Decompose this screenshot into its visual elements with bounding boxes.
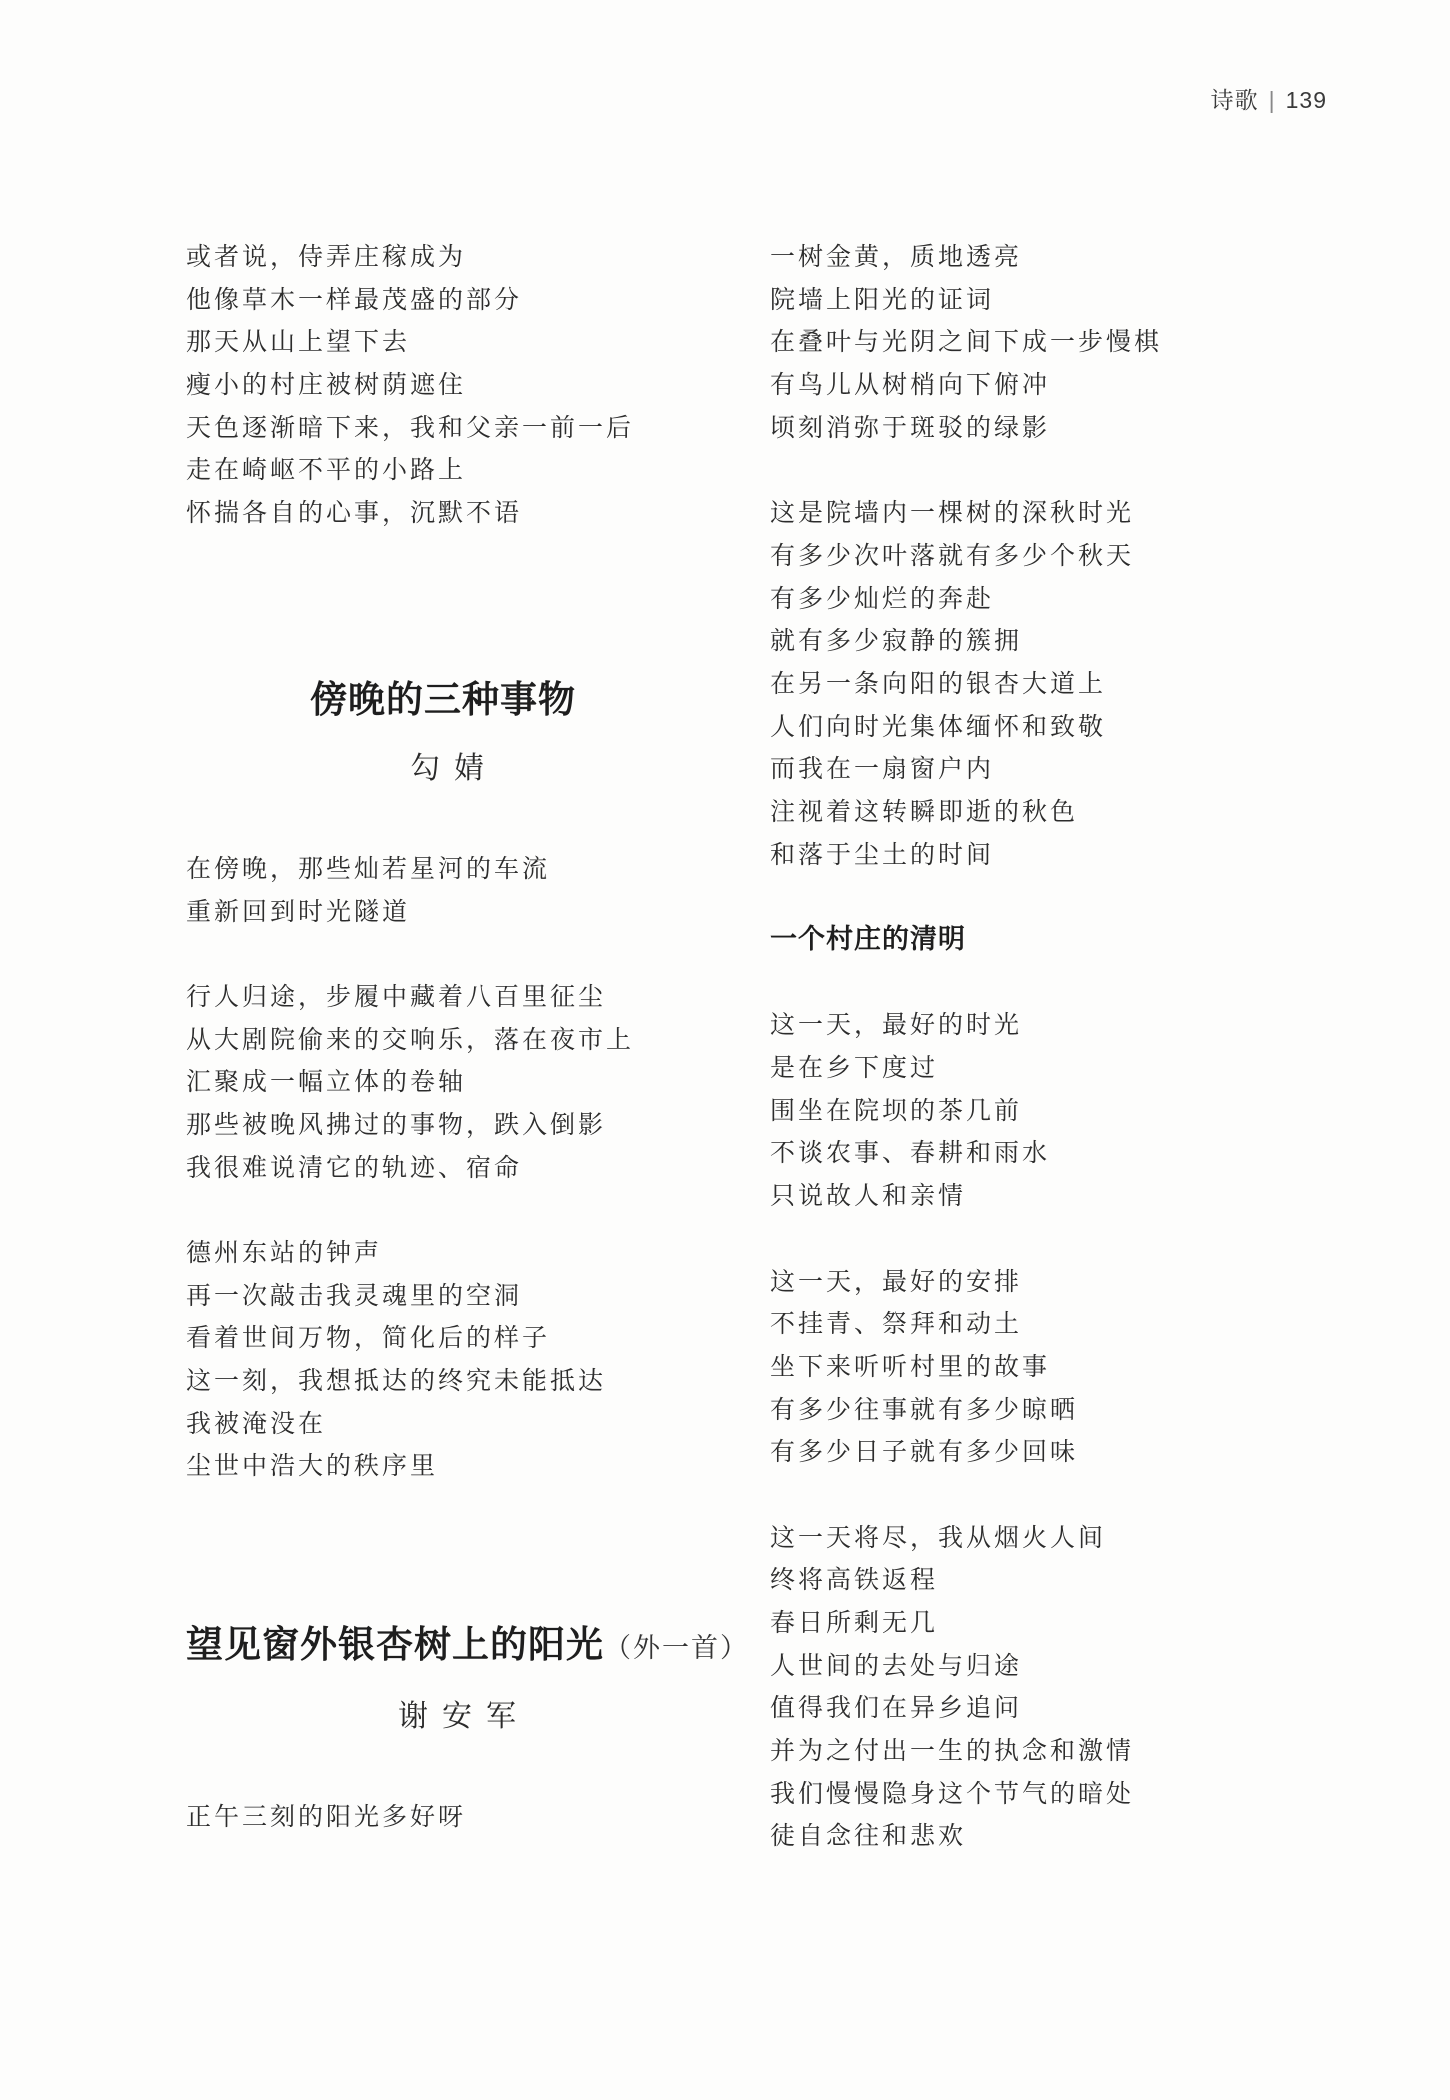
poem-line: 那天从山上望下去 <box>186 327 411 357</box>
continued-poem-stanza <box>186 236 746 535</box>
poem-line: 或者说，侍弄庄稼成为 <box>186 242 467 271</box>
poem-line: 他像草木一样最茂盛的部分 <box>186 284 523 314</box>
poem-line: 这是院墙内一棵树的深秋时光 <box>770 498 1135 528</box>
poem-line: 春日所剩无几 <box>770 1608 939 1637</box>
poem-line: 值得我们在异乡追问 <box>770 1693 1023 1723</box>
poem-line: 瘦小的村庄被树荫遮住 <box>186 370 467 400</box>
poem-stanza <box>186 848 746 933</box>
poem-line: 尘世中浩大的秩序里 <box>186 1451 439 1481</box>
poem-line: 这一天，最好的时光 <box>770 1010 1023 1040</box>
poem-line: 有多少日子就有多少回味 <box>770 1437 1079 1467</box>
poem-line: 顷刻消弥于斑驳的绿影 <box>770 412 1051 442</box>
poem-line: 行人归途，步履中藏着八百里征尘 <box>186 981 607 1011</box>
poem-line: 这一刻，我想抵达的终究未能抵达 <box>186 1366 607 1396</box>
poem-line: 德州东站的钟声 <box>186 1238 383 1267</box>
poem-line: 不谈农事、春耕和雨水 <box>770 1138 1051 1168</box>
poem-line: 围坐在院坝的茶几前 <box>770 1095 1023 1125</box>
poem-line: 我很难说清它的轨迹、宿命 <box>186 1152 523 1182</box>
poem-line: 有鸟儿从树梢向下俯冲 <box>770 370 1051 400</box>
poem-stanza <box>186 976 746 1189</box>
poem-author: 勾婧 <box>410 750 498 786</box>
poem-stanza <box>186 1232 746 1488</box>
poem-title-note: （外一首） <box>604 1633 749 1665</box>
section-name: 诗歌 <box>1210 87 1259 113</box>
poem-title: 傍晚的三种事物 <box>310 676 576 721</box>
poem-line: 人世间的去处与归途 <box>770 1650 1023 1680</box>
poem-title <box>186 1612 749 1676</box>
poem-line: 在叠叶与光阴之间下成一步慢棋 <box>770 327 1163 357</box>
poem-line: 这一天将尽，我从烟火人间 <box>770 1522 1107 1552</box>
poem-line: 一树金黄，质地透亮 <box>770 242 1023 271</box>
header-separator: | <box>1268 87 1276 113</box>
poem-stanza <box>770 236 1290 449</box>
poem-line: 有多少次叶落就有多少个秋天 <box>770 540 1135 570</box>
poem-line: 就有多少寂静的簇拥 <box>770 626 1023 656</box>
poem-line: 在另一条向阳的银杏大道上 <box>770 668 1107 698</box>
poem-line: 而我在一扇窗户内 <box>770 754 995 784</box>
poem-title-text: 望见窗外银杏树上的阳光 <box>186 1622 604 1667</box>
poem-stanza <box>770 1261 1290 1474</box>
left-column <box>186 236 749 1839</box>
page-number: 139 <box>1285 87 1327 113</box>
poem-line: 和落于尘土的时间 <box>770 839 995 869</box>
poem-line: 天色逐渐暗下来，我和父亲一前一后 <box>186 412 635 442</box>
poem-line: 只说故人和亲情 <box>770 1181 967 1211</box>
poem-line: 看着世间万物，简化后的样子 <box>186 1323 551 1353</box>
right-column <box>770 236 1290 1858</box>
poem-author: 谢安军 <box>398 1699 530 1735</box>
poem-line: 走在崎岖不平的小路上 <box>186 455 467 485</box>
poem-line: 那些被晚风拂过的事物，跌入倒影 <box>186 1109 607 1139</box>
poem-line: 有多少往事就有多少晾晒 <box>770 1394 1079 1424</box>
poem-line: 从大剧院偷来的交响乐，落在夜市上 <box>186 1024 635 1054</box>
poem-title: 一个村庄的清明 <box>770 924 966 955</box>
poem-line: 汇聚成一幅立体的卷轴 <box>186 1067 467 1097</box>
poem-stanza <box>770 492 1290 876</box>
poem-line: 重新回到时光隧道 <box>186 896 411 926</box>
poem-line: 这一天，最好的安排 <box>770 1266 1023 1296</box>
poem-line: 徒自念往和悲欢 <box>770 1821 967 1851</box>
poem-line: 并为之付出一生的执念和激情 <box>770 1736 1135 1766</box>
poem-line: 再一次敲击我灵魂里的空洞 <box>186 1280 523 1310</box>
poem-line: 终将高铁返程 <box>770 1565 939 1595</box>
poem-line: 是在乡下度过 <box>770 1053 939 1083</box>
poem-line: 院墙上阳光的证词 <box>770 284 995 314</box>
poem-line: 注视着这转瞬即逝的秋色 <box>770 796 1079 826</box>
poem-line: 怀揣各自的心事，沉默不语 <box>186 498 523 528</box>
poem-line: 坐下来听听村里的故事 <box>770 1351 1051 1381</box>
poem-line: 在傍晚，那些灿若星河的车流 <box>186 853 551 883</box>
poem-line: 有多少灿烂的奔赴 <box>770 583 995 613</box>
poem-line: 人们向时光集体缅怀和致敬 <box>770 711 1107 741</box>
poem-line: 我们慢慢隐身这个节气的暗处 <box>770 1778 1135 1808</box>
poem-line: 我被淹没在 <box>186 1408 327 1438</box>
poem-line: 不挂青、祭拜和动土 <box>770 1309 1023 1339</box>
poem-stanza <box>770 1517 1290 1859</box>
poem-line: 正午三刻的阳光多好呀 <box>186 1802 467 1832</box>
running-header <box>1211 82 1327 115</box>
poem-stanza <box>770 1004 1290 1217</box>
